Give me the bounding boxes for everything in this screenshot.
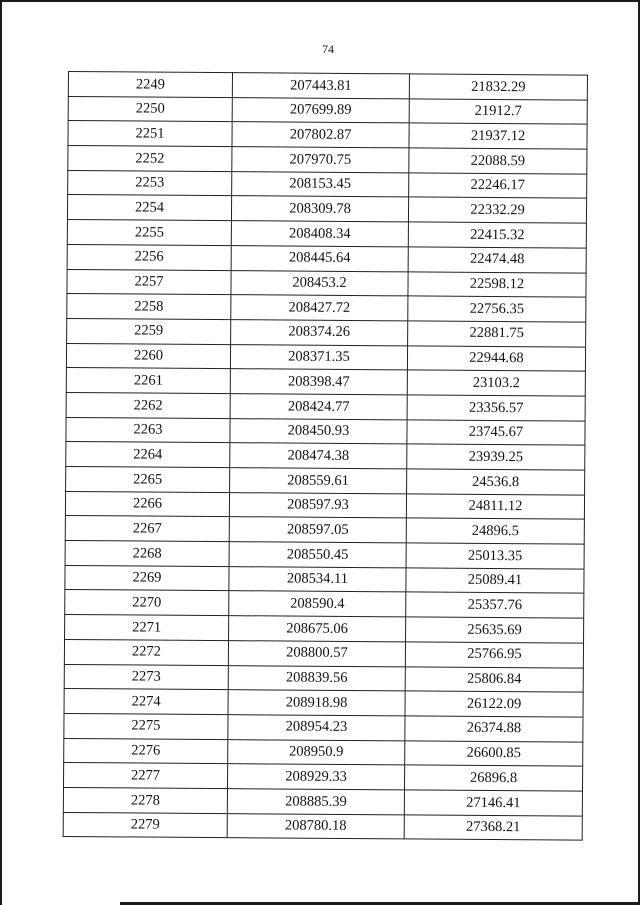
- x-coordinate-cell: 208371.35: [230, 344, 407, 370]
- table-row: [64, 713, 583, 741]
- y-coordinate-cell: 22088.59: [409, 148, 587, 174]
- point-number-cell: 2253: [68, 170, 232, 196]
- point-number-cell: 2251: [68, 121, 232, 147]
- y-coordinate-cell: 22332.29: [408, 197, 586, 223]
- x-coordinate-cell: 208780.18: [227, 813, 404, 839]
- y-coordinate-cell: 22944.68: [407, 345, 585, 371]
- y-coordinate-cell: 25766.95: [405, 642, 583, 668]
- table-row: [65, 565, 584, 593]
- point-number-cell: 2270: [65, 590, 229, 616]
- table-row: [68, 121, 587, 149]
- point-number-cell: 2273: [64, 664, 228, 690]
- y-coordinate-cell: 22415.32: [408, 222, 586, 248]
- table-row: [65, 541, 584, 569]
- point-number-cell: 2275: [64, 713, 228, 739]
- point-number-cell: 2249: [68, 72, 232, 98]
- y-coordinate-cell: 25635.69: [406, 617, 584, 643]
- point-number-cell: 2261: [66, 368, 230, 394]
- y-coordinate-cell: 24811.12: [406, 494, 584, 520]
- y-coordinate-cell: 23356.57: [407, 395, 585, 421]
- x-coordinate-cell: 208800.57: [228, 640, 405, 666]
- table-row: [63, 787, 582, 815]
- y-coordinate-cell: 27368.21: [404, 814, 582, 840]
- y-coordinate-cell: 21832.29: [409, 74, 587, 100]
- x-coordinate-cell: 208929.33: [227, 764, 404, 790]
- coordinate-table: [63, 71, 588, 841]
- y-coordinate-cell: 22246.17: [409, 173, 587, 199]
- table-row: [67, 318, 586, 346]
- point-number-cell: 2257: [67, 269, 231, 295]
- y-coordinate-cell: 25089.41: [406, 568, 584, 594]
- x-coordinate-cell: 208950.9: [228, 739, 405, 765]
- y-coordinate-cell: 23745.67: [407, 420, 585, 446]
- point-number-cell: 2259: [67, 318, 231, 344]
- table-row: [66, 417, 585, 445]
- y-coordinate-cell: 22598.12: [408, 271, 586, 297]
- x-coordinate-cell: 208398.47: [230, 369, 407, 395]
- y-coordinate-cell: 26374.88: [405, 716, 583, 742]
- y-coordinate-cell: 22756.35: [408, 296, 586, 322]
- table-row: [66, 368, 585, 396]
- x-coordinate-cell: 208309.78: [231, 196, 408, 222]
- x-coordinate-cell: 208885.39: [227, 789, 404, 815]
- x-coordinate-cell: 208918.98: [228, 690, 405, 716]
- table-row: [67, 244, 586, 272]
- table-row: [64, 738, 583, 766]
- x-coordinate-cell: 208424.77: [230, 394, 407, 420]
- x-coordinate-cell: 208453.2: [231, 270, 408, 296]
- table-row: [68, 170, 587, 198]
- point-number-cell: 2266: [65, 491, 229, 517]
- scan-border-top: [0, 0, 640, 2]
- point-number-cell: 2271: [65, 615, 229, 641]
- y-coordinate-cell: 25013.35: [406, 543, 584, 569]
- y-coordinate-cell: 21912.7: [409, 99, 587, 125]
- point-number-cell: 2255: [67, 220, 231, 246]
- table-row: [64, 689, 583, 717]
- table-row: [65, 491, 584, 519]
- point-number-cell: 2256: [67, 244, 231, 270]
- point-number-cell: 2277: [63, 763, 227, 789]
- y-coordinate-cell: 22474.48: [408, 247, 586, 273]
- point-number-cell: 2254: [67, 195, 231, 221]
- table-row: [66, 343, 585, 371]
- x-coordinate-cell: 208408.34: [231, 221, 408, 247]
- y-coordinate-cell: 26600.85: [405, 740, 583, 766]
- table-row: [63, 763, 582, 791]
- table-row: [64, 664, 583, 692]
- point-number-cell: 2278: [63, 787, 227, 813]
- page-number: 74: [322, 42, 334, 56]
- x-coordinate-cell: 208550.45: [229, 542, 406, 568]
- table-row: [66, 392, 585, 420]
- y-coordinate-cell: 23103.2: [407, 370, 585, 396]
- x-coordinate-cell: 208450.93: [230, 418, 407, 444]
- x-coordinate-cell: 208954.23: [228, 715, 405, 741]
- point-number-cell: 2268: [65, 541, 229, 567]
- point-number-cell: 2250: [68, 96, 232, 122]
- table-row: [67, 294, 586, 322]
- table-row: [67, 269, 586, 297]
- x-coordinate-cell: 208597.05: [229, 517, 406, 543]
- point-number-cell: 2272: [64, 639, 228, 665]
- y-coordinate-cell: 25357.76: [406, 592, 584, 618]
- point-number-cell: 2264: [66, 442, 230, 468]
- table-row: [66, 466, 585, 494]
- table-row: [68, 96, 587, 124]
- coordinate-table-body: [63, 72, 587, 841]
- y-coordinate-cell: 26122.09: [405, 691, 583, 717]
- y-coordinate-cell: 25806.84: [405, 666, 583, 692]
- x-coordinate-cell: 207970.75: [232, 147, 409, 173]
- table-row: [63, 812, 582, 840]
- y-coordinate-cell: 27146.41: [404, 790, 582, 816]
- x-coordinate-cell: 208559.61: [230, 468, 407, 494]
- x-coordinate-cell: 207699.89: [232, 97, 409, 123]
- x-coordinate-cell: 208153.45: [232, 171, 409, 197]
- table-row: [66, 442, 585, 470]
- scan-border-left: [0, 0, 2, 905]
- point-number-cell: 2260: [66, 343, 230, 369]
- y-coordinate-cell: 24896.5: [406, 518, 584, 544]
- table-row: [65, 615, 584, 643]
- point-number-cell: 2279: [63, 812, 227, 838]
- x-coordinate-cell: 208597.93: [229, 492, 406, 518]
- table-row: [64, 639, 583, 667]
- table-row: [68, 146, 587, 174]
- x-coordinate-cell: 208445.64: [231, 245, 408, 271]
- x-coordinate-cell: 208474.38: [230, 443, 407, 469]
- x-coordinate-cell: 207443.81: [232, 73, 409, 99]
- point-number-cell: 2274: [64, 689, 228, 715]
- table-row: [67, 195, 586, 223]
- x-coordinate-cell: 208675.06: [229, 616, 406, 642]
- y-coordinate-cell: 26896.8: [404, 765, 582, 791]
- point-number-cell: 2258: [67, 294, 231, 320]
- x-coordinate-cell: 208374.26: [231, 320, 408, 346]
- table-row: [67, 220, 586, 248]
- y-coordinate-cell: 23939.25: [407, 444, 585, 470]
- y-coordinate-cell: 22881.75: [408, 321, 586, 347]
- point-number-cell: 2269: [65, 565, 229, 591]
- y-coordinate-cell: 21937.12: [409, 123, 587, 149]
- point-number-cell: 2276: [64, 738, 228, 764]
- x-coordinate-cell: 208590.4: [229, 591, 406, 617]
- table-row: [65, 516, 584, 544]
- point-number-cell: 2267: [65, 516, 229, 542]
- point-number-cell: 2262: [66, 392, 230, 418]
- x-coordinate-cell: 207802.87: [232, 122, 409, 148]
- x-coordinate-cell: 208534.11: [229, 566, 406, 592]
- point-number-cell: 2252: [68, 146, 232, 172]
- table-row: [65, 590, 584, 618]
- point-number-cell: 2263: [66, 417, 230, 443]
- y-coordinate-cell: 24536.8: [407, 469, 585, 495]
- x-coordinate-cell: 208427.72: [231, 295, 408, 321]
- x-coordinate-cell: 208839.56: [228, 665, 405, 691]
- point-number-cell: 2265: [66, 466, 230, 492]
- table-row: [68, 72, 587, 100]
